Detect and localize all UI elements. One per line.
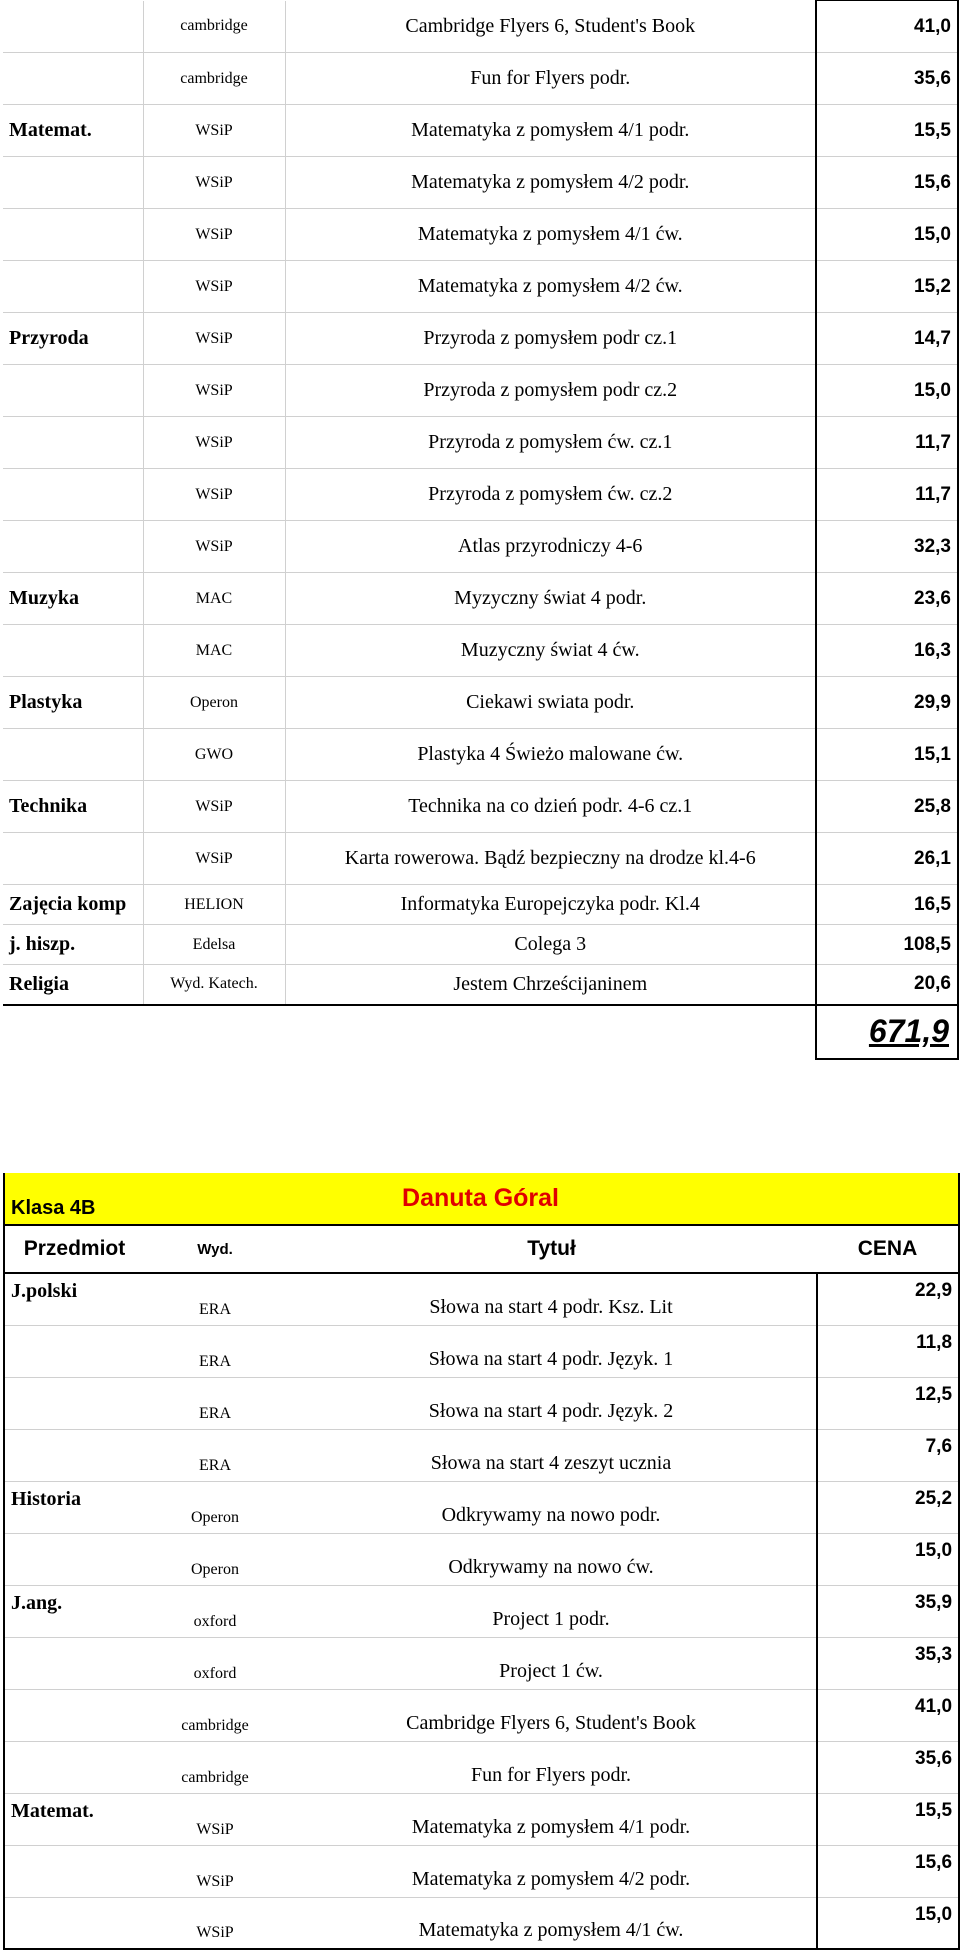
publisher-cell: oxford: [144, 1585, 286, 1637]
price-cell: 22,9: [817, 1273, 959, 1325]
table-row: [3, 53, 958, 105]
title-cell: Jestem Chrześcijaninem: [285, 965, 816, 1005]
table-row: [4, 1481, 959, 1533]
price-cell: 14,7: [816, 313, 958, 365]
subject-cell: j. hiszp.: [3, 925, 143, 965]
subject-cell: [4, 1689, 144, 1741]
publisher-cell: cambridge: [144, 1741, 286, 1793]
publisher-cell: cambridge: [144, 1689, 286, 1741]
publisher-cell: WSiP: [143, 105, 285, 157]
table-row: [3, 833, 958, 885]
price-cell: 15,5: [817, 1793, 959, 1845]
subject-cell: J.ang.: [4, 1585, 144, 1637]
title-cell: Matematyka z pomysłem 4/1 ćw.: [286, 1897, 817, 1949]
price-cell: 41,0: [817, 1689, 959, 1741]
price-cell: 11,8: [817, 1325, 959, 1377]
price-cell: 15,0: [817, 1897, 959, 1949]
subject-cell: [3, 625, 143, 677]
subject-cell: [4, 1325, 144, 1377]
publisher-cell: Operon: [143, 677, 285, 729]
title-cell: Matematyka z pomysłem 4/1 ćw.: [285, 209, 816, 261]
table-row: [3, 105, 958, 157]
title-cell: Atlas przyrodniczy 4-6: [285, 521, 816, 573]
title-cell: Słowa na start 4 zeszyt ucznia: [286, 1429, 817, 1481]
table-row: [3, 965, 958, 1005]
table-row: [3, 677, 958, 729]
header-subject: Przedmiot: [4, 1225, 144, 1273]
title-cell: Matematyka z pomysłem 4/2 podr.: [286, 1845, 817, 1897]
total-sum: 671,9: [816, 1005, 958, 1059]
table-row: [4, 1377, 959, 1429]
publisher-cell: WSiP: [143, 469, 285, 521]
table-row: [4, 1325, 959, 1377]
publisher-cell: WSiP: [143, 261, 285, 313]
publisher-cell: WSiP: [144, 1897, 286, 1949]
price-cell: 15,0: [817, 1533, 959, 1585]
table-row: [3, 417, 958, 469]
title-cell: Przyroda z pomysłem podr cz.2: [285, 365, 816, 417]
subject-cell: Historia: [4, 1481, 144, 1533]
subject-cell: [3, 157, 143, 209]
publisher-cell: WSiP: [143, 781, 285, 833]
price-cell: 41,0: [816, 1, 958, 53]
header-publisher: Wyd.: [144, 1225, 286, 1273]
price-cell: 35,3: [817, 1637, 959, 1689]
total-spacer: [3, 1005, 816, 1059]
subject-cell: Przyroda: [3, 313, 143, 365]
publisher-cell: cambridge: [143, 1, 285, 53]
subject-cell: [4, 1845, 144, 1897]
title-cell: Przyroda z pomysłem ćw. cz.2: [285, 469, 816, 521]
table-row: [4, 1793, 959, 1845]
table-row: [3, 209, 958, 261]
table-row: [3, 469, 958, 521]
title-cell: Ciekawi swiata podr.: [285, 677, 816, 729]
publisher-cell: MAC: [143, 573, 285, 625]
publisher-cell: Edelsa: [143, 925, 285, 965]
table-row: [4, 1585, 959, 1637]
publisher-cell: WSiP: [143, 209, 285, 261]
table-row: [3, 1, 958, 53]
publisher-cell: ERA: [144, 1325, 286, 1377]
title-cell: Fun for Flyers podr.: [285, 53, 816, 105]
publisher-cell: WSiP: [143, 521, 285, 573]
publisher-cell: Operon: [144, 1481, 286, 1533]
publisher-cell: WSiP: [143, 157, 285, 209]
publisher-cell: WSiP: [143, 365, 285, 417]
teacher-name: Danuta Góral: [144, 1173, 817, 1225]
column-headers-row: [4, 1225, 959, 1273]
title-cell: Przyroda z pomysłem podr cz.1: [285, 313, 816, 365]
total-row: [3, 1005, 958, 1059]
publisher-cell: MAC: [143, 625, 285, 677]
price-cell: 16,5: [816, 885, 958, 925]
subject-cell: Matemat.: [3, 105, 143, 157]
title-cell: Matematyka z pomysłem 4/1 podr.: [286, 1793, 817, 1845]
class-header-row: [4, 1173, 959, 1225]
title-cell: Technika na co dzień podr. 4-6 cz.1: [285, 781, 816, 833]
price-cell: 15,0: [816, 365, 958, 417]
price-cell: 32,3: [816, 521, 958, 573]
table-row: [4, 1741, 959, 1793]
header-price: CENA: [817, 1225, 959, 1273]
subject-cell: [3, 417, 143, 469]
book-price-table-upper: [3, 0, 959, 1060]
publisher-cell: oxford: [144, 1637, 286, 1689]
price-cell: 15,5: [816, 105, 958, 157]
price-cell: 108,5: [816, 925, 958, 965]
price-cell: 23,6: [816, 573, 958, 625]
subject-cell: [3, 261, 143, 313]
title-cell: Plastyka 4 Świeżo malowane ćw.: [285, 729, 816, 781]
subject-cell: [3, 833, 143, 885]
table-row: [3, 573, 958, 625]
table-row: [4, 1689, 959, 1741]
table-row: [4, 1273, 959, 1325]
title-cell: Słowa na start 4 podr. Język. 1: [286, 1325, 817, 1377]
title-cell: Informatyka Europejczyka podr. Kl.4: [285, 885, 816, 925]
table-row: [3, 157, 958, 209]
subject-cell: [3, 209, 143, 261]
table-row: [3, 729, 958, 781]
table-row: [4, 1533, 959, 1585]
subject-cell: [3, 521, 143, 573]
price-cell: 15,6: [816, 157, 958, 209]
subject-cell: Plastyka: [3, 677, 143, 729]
publisher-cell: WSiP: [144, 1845, 286, 1897]
subject-cell: [4, 1741, 144, 1793]
table-row: [3, 313, 958, 365]
subject-cell: [4, 1377, 144, 1429]
title-cell: Myzyczny świat 4 podr.: [285, 573, 816, 625]
price-cell: 7,6: [817, 1429, 959, 1481]
table-row: [3, 781, 958, 833]
subject-cell: [4, 1429, 144, 1481]
subject-cell: [4, 1897, 144, 1949]
subject-cell: [3, 469, 143, 521]
subject-cell: [4, 1637, 144, 1689]
price-cell: 35,9: [817, 1585, 959, 1637]
price-cell: 15,2: [816, 261, 958, 313]
price-cell: 20,6: [816, 965, 958, 1005]
publisher-cell: Wyd. Katech.: [143, 965, 285, 1005]
price-cell: 35,6: [816, 53, 958, 105]
title-cell: Fun for Flyers podr.: [286, 1741, 817, 1793]
table-row: [3, 885, 958, 925]
subject-cell: [4, 1533, 144, 1585]
subject-cell: Religia: [3, 965, 143, 1005]
publisher-cell: ERA: [144, 1429, 286, 1481]
title-cell: Colega 3: [285, 925, 816, 965]
publisher-cell: Operon: [144, 1533, 286, 1585]
price-cell: 15,6: [817, 1845, 959, 1897]
table-row: [3, 261, 958, 313]
price-cell: 25,8: [816, 781, 958, 833]
title-cell: Odkrywamy na nowo podr.: [286, 1481, 817, 1533]
subject-cell: [3, 1, 143, 53]
subject-cell: [3, 53, 143, 105]
price-cell: 29,9: [816, 677, 958, 729]
class-label: Klasa 4B: [4, 1173, 144, 1225]
subject-cell: Matemat.: [4, 1793, 144, 1845]
publisher-cell: GWO: [143, 729, 285, 781]
title-cell: Słowa na start 4 podr. Ksz. Lit: [286, 1273, 817, 1325]
title-cell: Karta rowerowa. Bądź bezpieczny na drodze kl.4-6: [285, 833, 816, 885]
subject-cell: [3, 365, 143, 417]
publisher-cell: WSiP: [143, 833, 285, 885]
publisher-cell: HELION: [143, 885, 285, 925]
table-row: [3, 521, 958, 573]
title-cell: Matematyka z pomysłem 4/1 podr.: [285, 105, 816, 157]
title-cell: Project 1 podr.: [286, 1585, 817, 1637]
title-cell: Matematyka z pomysłem 4/2 ćw.: [285, 261, 816, 313]
header-title: Tytuł: [286, 1225, 817, 1273]
title-cell: Cambridge Flyers 6, Student's Book: [285, 1, 816, 53]
price-cell: 26,1: [816, 833, 958, 885]
publisher-cell: ERA: [144, 1273, 286, 1325]
subject-cell: [3, 729, 143, 781]
price-cell: 11,7: [816, 417, 958, 469]
price-cell: 12,5: [817, 1377, 959, 1429]
table-row: [4, 1897, 959, 1949]
price-cell: 11,7: [816, 469, 958, 521]
table-row: [4, 1429, 959, 1481]
price-cell: 15,0: [816, 209, 958, 261]
publisher-cell: WSiP: [143, 417, 285, 469]
subject-cell: Technika: [3, 781, 143, 833]
title-cell: Słowa na start 4 podr. Język. 2: [286, 1377, 817, 1429]
title-cell: Matematyka z pomysłem 4/2 podr.: [285, 157, 816, 209]
title-cell: Project 1 ćw.: [286, 1637, 817, 1689]
subject-cell: J.polski: [4, 1273, 144, 1325]
title-cell: Odkrywamy na nowo ćw.: [286, 1533, 817, 1585]
publisher-cell: ERA: [144, 1377, 286, 1429]
publisher-cell: WSiP: [144, 1793, 286, 1845]
table-row: [3, 625, 958, 677]
publisher-cell: cambridge: [143, 53, 285, 105]
title-cell: Przyroda z pomysłem ćw. cz.1: [285, 417, 816, 469]
subject-cell: Muzyka: [3, 573, 143, 625]
price-cell: 25,2: [817, 1481, 959, 1533]
table-row: [3, 925, 958, 965]
price-cell: 15,1: [816, 729, 958, 781]
price-cell: 35,6: [817, 1741, 959, 1793]
title-cell: Cambridge Flyers 6, Student's Book: [286, 1689, 817, 1741]
price-cell: 16,3: [816, 625, 958, 677]
title-cell: Muzyczny świat 4 ćw.: [285, 625, 816, 677]
table-row: [4, 1845, 959, 1897]
book-price-table-class-4b: [3, 1173, 960, 1950]
table-row: [4, 1637, 959, 1689]
publisher-cell: WSiP: [143, 313, 285, 365]
subject-cell: Zajęcia komp: [3, 885, 143, 925]
class-header-filler: [817, 1173, 959, 1225]
table-row: [3, 365, 958, 417]
